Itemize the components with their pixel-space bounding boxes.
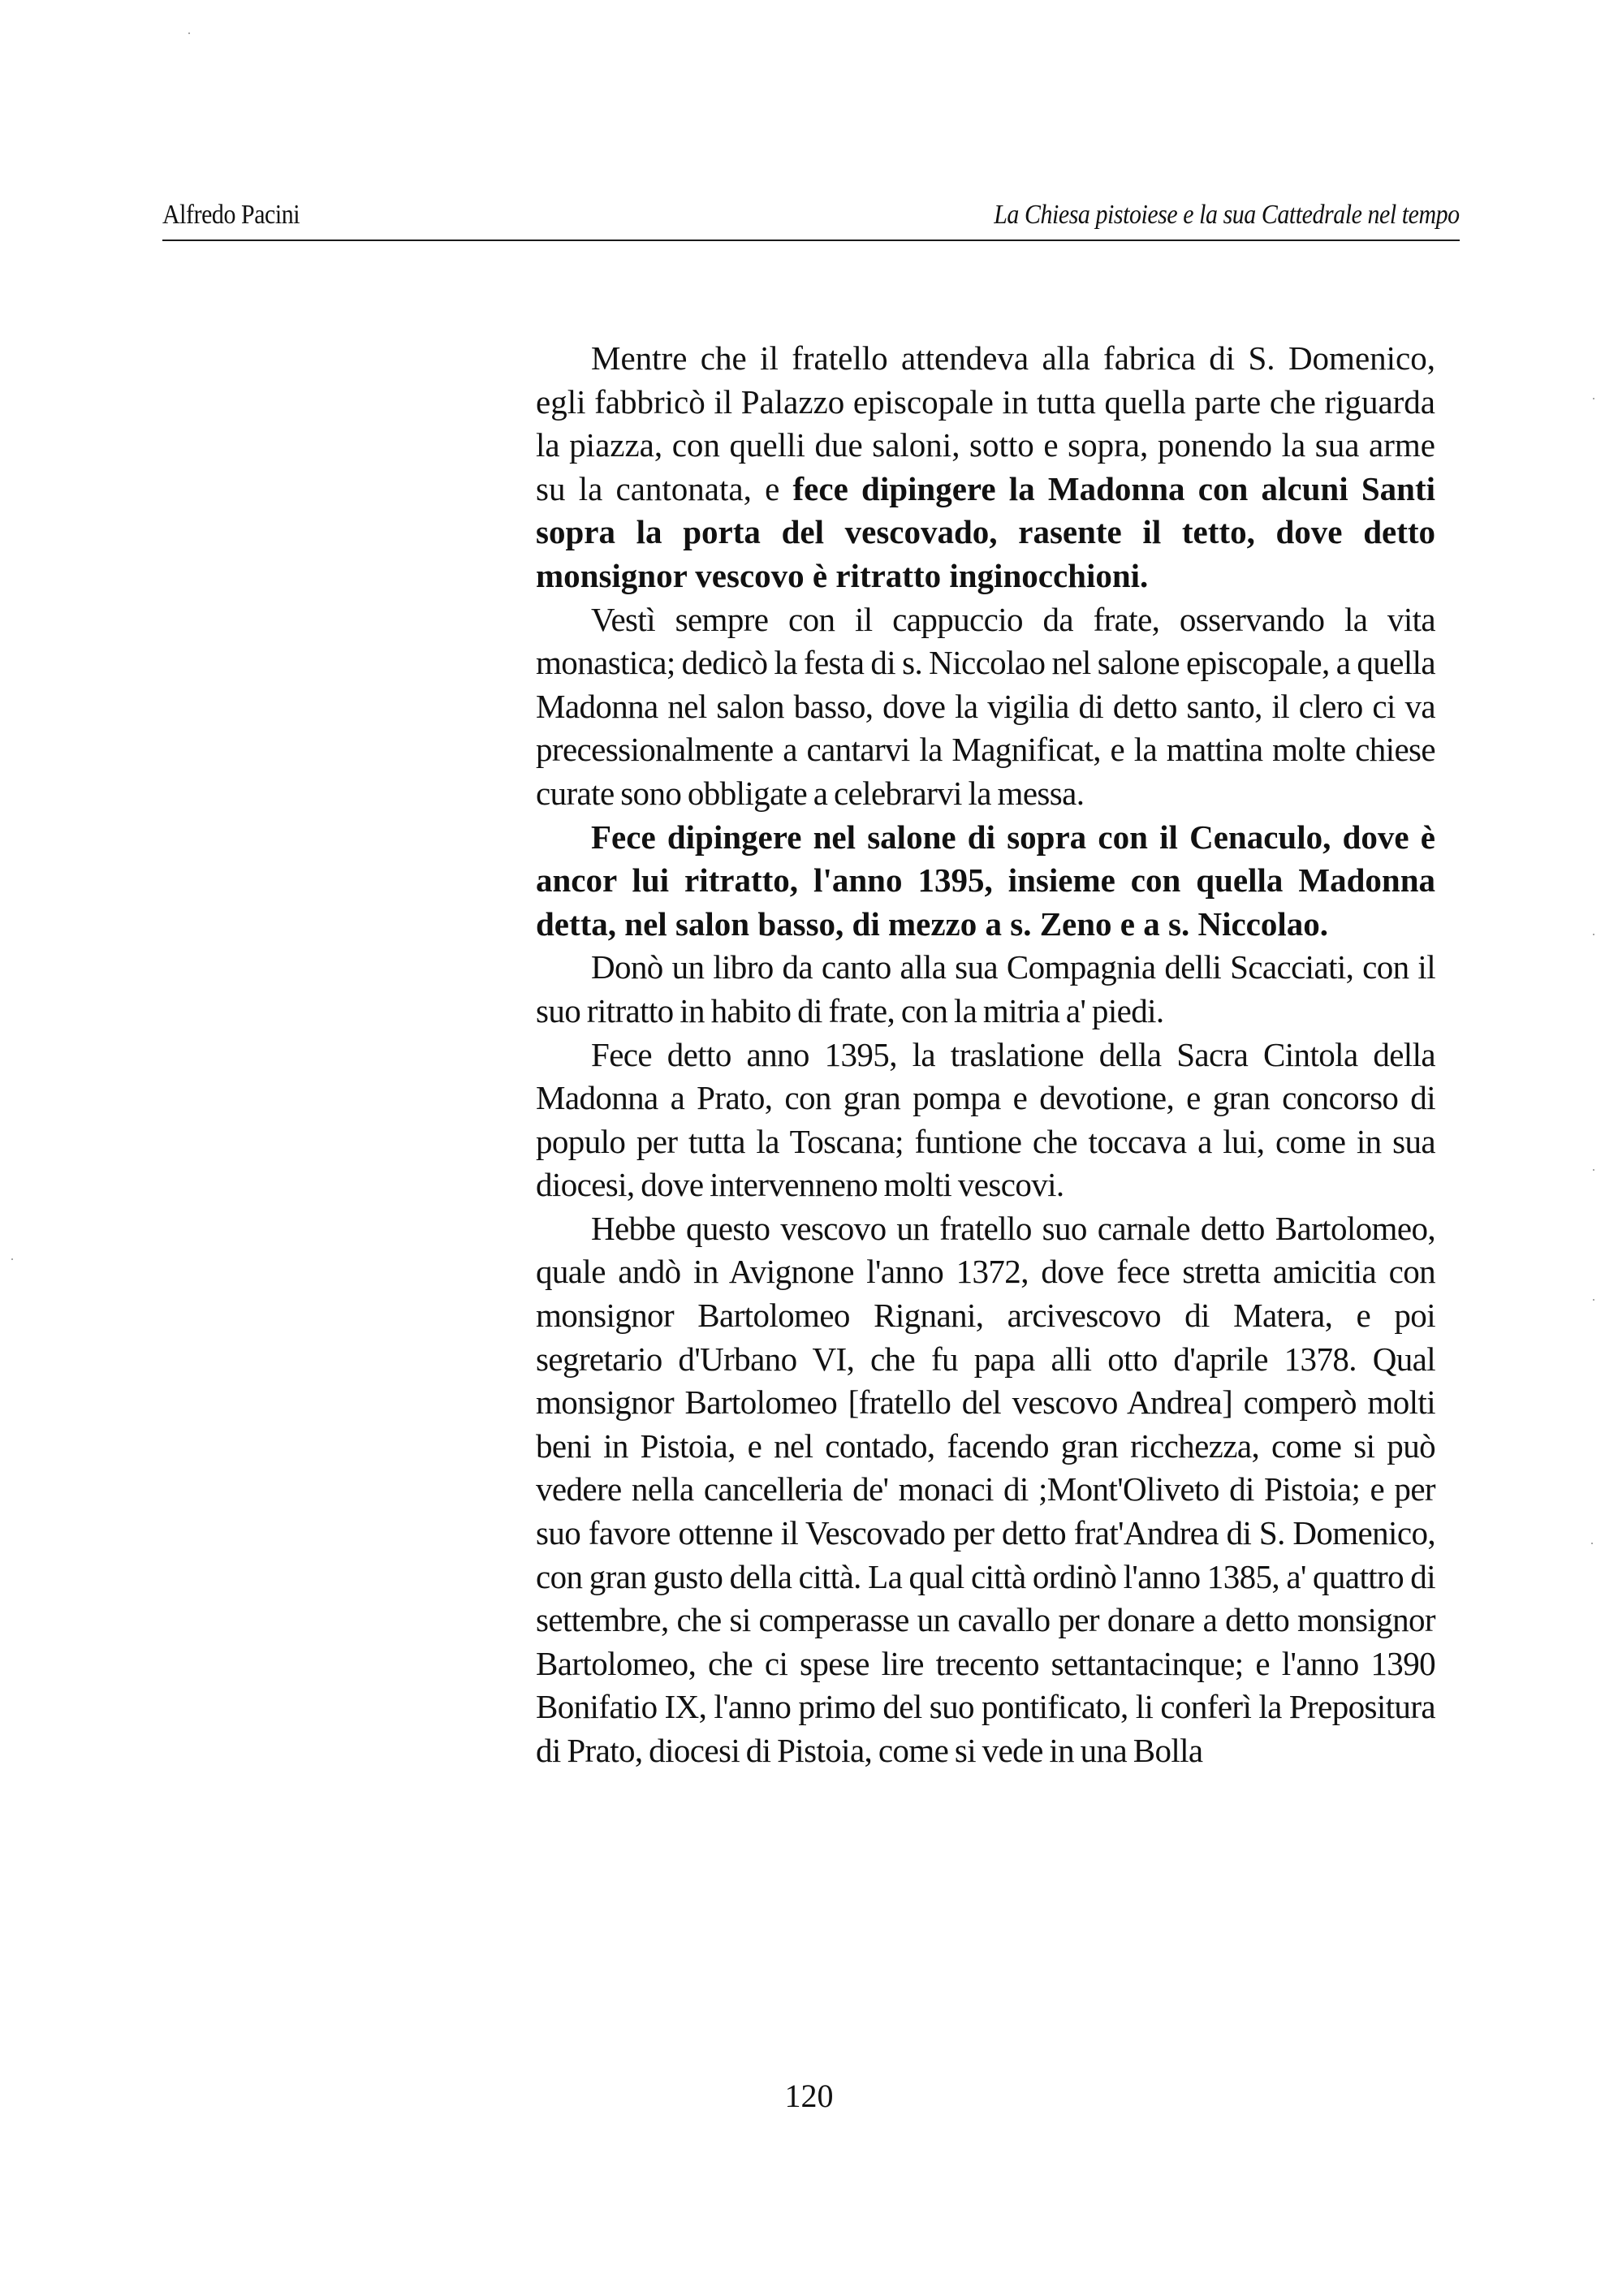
header-author: Alfredo Pacini xyxy=(162,200,300,230)
running-header xyxy=(162,200,1460,235)
scan-speck xyxy=(188,32,190,34)
header-divider xyxy=(162,240,1460,241)
paragraph-text-bold: fece dipingere la Madonna con alcuni Santi sopra la porta del vescovado, rasente il tetto, dove detto monsignor vescovo è ritratto inginocchioni. xyxy=(536,469,1435,594)
paragraph-text: Vestì sempre con il cappuccio da frate, osservando la vita monastica; dedicò la festa di s. Niccolao nel salone episcopale, a quella Madonna nel salon basso, dove la vigilia di detto santo, il clero ci va precessionalmente a cantarvi la Magnificat, e la mattina molte chiese curate sono obbligate a celebrarvi la messa. xyxy=(536,600,1435,812)
paragraph-text: Donò un libro da canto alla sua Compagnia delli Scacciati, con il suo ritratto in habito di frate, con la mitria a' piedi. xyxy=(536,948,1435,1029)
paragraph xyxy=(536,598,1435,816)
paragraph-text-bold: Fece dipingere nel salone di sopra con il Cenaculo, dove è ancor lui ritratto, l'anno 1395, insieme con quella Madonna detta, nel salon basso, di mezzo a s. Zeno e a s. Niccolao. xyxy=(536,818,1435,943)
scan-speck xyxy=(1593,1169,1594,1171)
paragraph-text: Hebbe questo vescovo un fratello suo carnale detto Bartolomeo, quale andò in Avignone l'anno 1372, dove fece stretta amicitia con monsignor Bartolomeo Rignani, arcivescovo di Matera, e poi segretario d'Urbano VI, che fu papa alli otto d'aprile 1378. Qual monsignor Bartolomeo [fratello del vescovo Andrea] comperò molti beni in Pistoia, e nel contado, facendo gran ricchezza, come si può vedere nella cancelleria de' monaci di ;Mont'Oliveto di Pistoia; e per suo favore ottenne il Vescovado per detto frat'Andrea di S. Domenico, con gran gusto della città. La qual città ordinò l'anno 1385, a' quattro di settembre, che si comperasse un cavallo per donare a detto monsignor Bartolomeo, che ci spese lire trecento settantacinque; e l'anno 1390 Bonifatio IX, l'anno primo del suo pontificato, li conferì la Prepositura di Prato, diocesi di Pistoia, come si vede in una Bolla xyxy=(536,1209,1435,1769)
paragraph-text: Fece detto anno 1395, la traslatione della Sacra Cintola della Madonna a Prato, con gran pompa e devotione, e gran concorso di populo per tutta la Toscana; funtione che toccava a lui, come in sua diocesi, dove intervenneno molti vescovi. xyxy=(536,1035,1435,1204)
paragraph-text: Mentre che il fratello attendeva alla fabrica di S. Domenico, egli fabbricò il Palazzo episcopale in tutta quella parte che riguarda la piazza, con quelli due saloni, sotto e sopra, ponendo la sua arme su la cantonata, e xyxy=(536,339,1435,507)
scan-speck xyxy=(1591,1543,1593,1544)
scan-speck xyxy=(11,1258,13,1260)
paragraph xyxy=(536,816,1435,947)
paragraph xyxy=(536,337,1435,598)
page-number: 120 xyxy=(784,2078,834,2114)
scan-speck xyxy=(1593,398,1594,399)
scan-speck xyxy=(1593,1299,1594,1301)
scan-speck xyxy=(1593,934,1594,935)
header-book-title: La Chiesa pistoiese e la sua Cattedrale nel tempo xyxy=(994,200,1460,230)
paragraph xyxy=(536,946,1435,1033)
body-text xyxy=(536,337,1435,1773)
paragraph xyxy=(536,1207,1435,1773)
paragraph xyxy=(536,1034,1435,1207)
